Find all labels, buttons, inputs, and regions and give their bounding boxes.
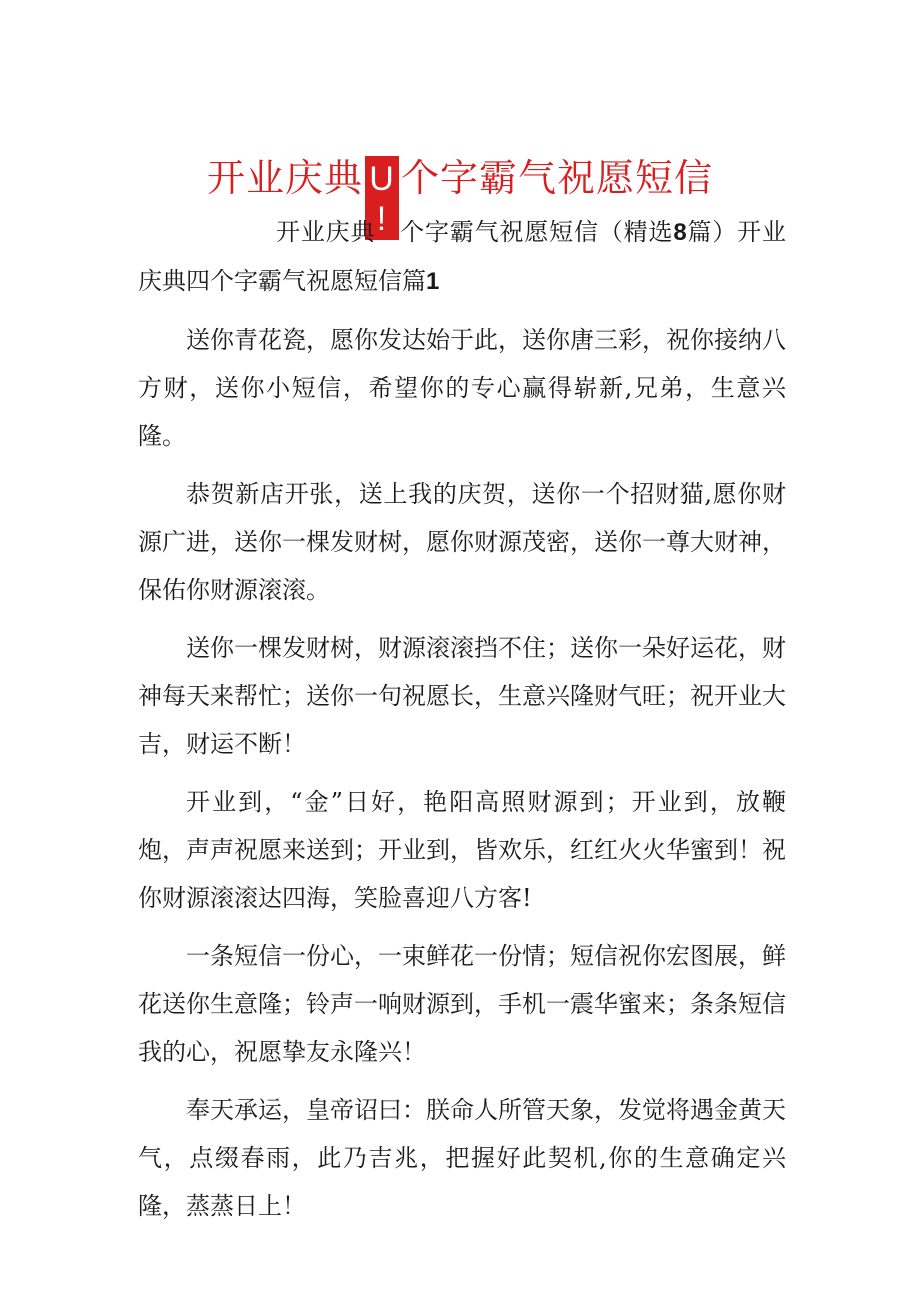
title-text-start: 开业庆典 bbox=[206, 156, 363, 200]
paragraph-5: 一条短信一份心，一束鲜花一份情；短信祝你宏图展，鲜花送你生意隆；铃声一响财源到，手机一震华蜜来；条条短信我的心，祝愿挚友永隆兴！ bbox=[138, 942, 786, 1066]
title-text-end: 个字霸气祝愿短信 bbox=[401, 156, 714, 200]
intro-text-2: 个字霸气祝愿短信（精选 bbox=[399, 218, 674, 246]
intro-number-2: 1 bbox=[426, 268, 440, 295]
title-box-char-top: U bbox=[369, 160, 395, 198]
paragraph-6: 奉天承运，皇帝诏曰：朕命人所管天象，发觉将遇金黄天气，点缀春雨，此乃吉兆，把握好此契机,你的生意确定兴隆，蒸蒸日上！ bbox=[138, 1096, 786, 1220]
title-box-char-bottom: ! bbox=[376, 200, 388, 238]
document-body bbox=[138, 208, 786, 1240]
intro-text-3: 篇）开业庆典四个字霸气祝愿短信篇 bbox=[138, 218, 786, 295]
paragraph-4: 开业到，“金”日好，艳阳高照财源到；开业到，放鞭炮，声声祝愿来送到；开业到，皆欢乐，红红火火华蜜到！祝你财源滚滚达四海，笑脸喜迎八方客! bbox=[138, 788, 786, 912]
intro-text-1: 开业庆典 bbox=[276, 218, 376, 246]
paragraph-1: 送你青花瓷，愿你发达始于此，送你唐三彩，祝你接纳八方财，送你小短信，希望你的专心赢得崭新,兄弟，生意兴隆。 bbox=[138, 326, 786, 450]
paragraph-3: 送你一棵发财树，财源滚滚挡不住；送你一朵好运花，财神每天来帮忙；送你一句祝愿长，生意兴隆财气旺；祝开业大吉，财运不断！ bbox=[138, 634, 786, 758]
intro-number-1: 8 bbox=[673, 219, 687, 246]
paragraph-2: 恭贺新店开张，送上我的庆贺，送你一个招财猫,愿你财源广进，送你一棵发财树，愿你财源茂密，送你一尊大财神，保佑你财源滚滚。 bbox=[138, 480, 786, 604]
intro-paragraph bbox=[138, 208, 786, 306]
